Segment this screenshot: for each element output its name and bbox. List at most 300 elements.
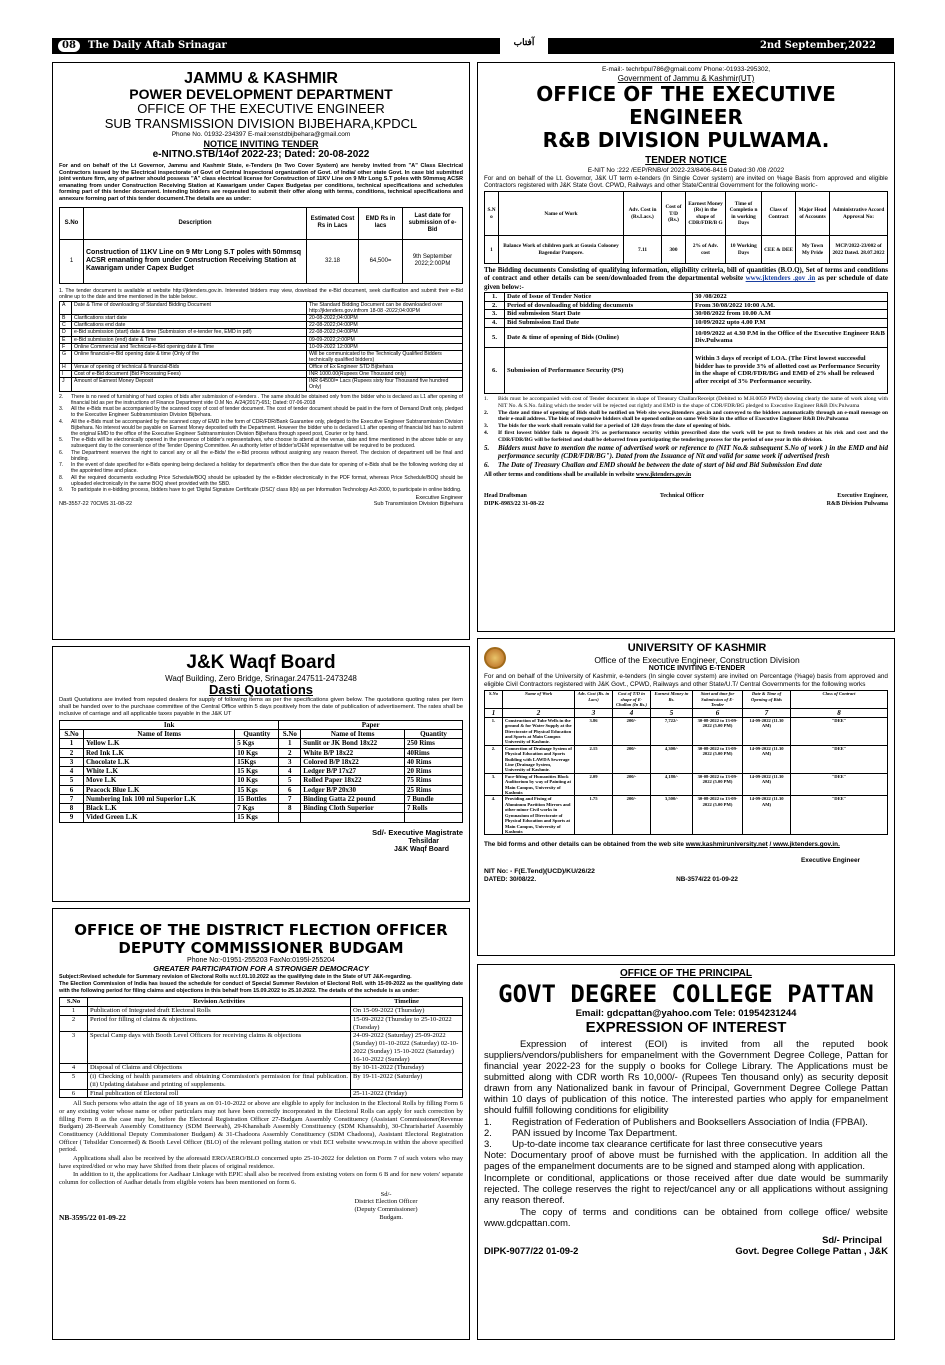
schedule-row — [60, 301, 463, 314]
th: Adv. Cost (Rs. in Lacs) — [575, 691, 613, 708]
td: 10 Working Days — [726, 236, 762, 264]
td: By 19-11-2022 (Saturday) — [351, 1073, 463, 1090]
td: Numbering Ink 100 ml Superior L.K — [84, 794, 235, 803]
td: Clarifications start date — [72, 315, 307, 322]
pdd-notice: NOTICE INVITING TENDER — [203, 138, 319, 149]
pdd-phone: Phone No. 01932-234397 E-mail:xenstdbijbehara@gmail.com — [171, 131, 351, 138]
gdc-copy: The copy of terms and conditions can be obtained from college office/ website www.gdcpattan.com. — [484, 1206, 888, 1228]
td: 2.09 — [575, 773, 613, 796]
rnb-govt: Government of Jammu & Kashmir(UT) — [617, 73, 755, 83]
table-row — [60, 1006, 463, 1015]
newspaper-name: The Daily Aftab Srinagar — [87, 40, 227, 52]
schedule-row — [60, 350, 463, 363]
td: 7 — [279, 794, 301, 803]
rnb-tender-ad — [477, 62, 895, 632]
term-text: In the event of date specified for e-Bids opening being declared a holiday for department's office then the due date for opening of e-Bids shall be the following working day at the appointed time and place. — [71, 462, 463, 474]
deo-sign-4: Budgam. — [379, 1213, 403, 1221]
td: 3 — [279, 757, 301, 766]
td: 1 — [60, 239, 84, 283]
th: S.No — [485, 691, 503, 708]
schedule-row — [60, 336, 463, 343]
td — [405, 813, 463, 822]
td: 4,180/- — [651, 773, 693, 796]
schedule-row — [60, 322, 463, 329]
td: Cost of e-Bid document (Bid Processing Fees) — [72, 371, 307, 378]
td: 9 — [60, 813, 84, 822]
th: Major Head of Accounts — [796, 192, 830, 236]
term-item — [59, 475, 463, 487]
td: 2.15 — [575, 745, 613, 773]
td: 7 Rolls — [405, 804, 463, 813]
term-item — [484, 423, 888, 430]
deo-ref: NB-3595/22 01-09-22 — [59, 1212, 126, 1222]
td: 14-09-2022 (11.30 AM) — [743, 773, 791, 796]
deo-title-2: DEPUTY COMMISSIONER BUDGAM — [118, 939, 404, 957]
td: Online Commercial and Technical-e-Bid opening date & Time — [72, 343, 307, 350]
td: A — [60, 301, 72, 314]
td: INR 1000.00(Rupees One Thousand only) — [307, 371, 463, 378]
td: 200/- — [613, 745, 651, 773]
pdd-sign-1: Executive Engineer — [415, 495, 463, 501]
term-num: 9. — [59, 487, 64, 493]
td: 14-09-2022 (11.30 AM) — [743, 796, 791, 835]
pdd-title-1: JAMMU & KASHMIR — [184, 70, 338, 87]
td: Peacock Blue L.K — [84, 785, 235, 794]
td: Submission of Performance Security (PS) — [505, 347, 693, 393]
table-row — [60, 794, 463, 803]
td: 30-08-2022 to 13-09-2022 (5.00 PM) — [693, 773, 743, 796]
th: Class of Contract — [762, 192, 796, 236]
table-row — [60, 813, 463, 822]
td: 5 — [60, 1073, 88, 1090]
td: White B/P 18x22 — [301, 748, 405, 757]
td: 3. — [485, 310, 505, 319]
td: Will be communicated to the Technically Qualified Bidders technically qualified bidders) — [307, 350, 463, 363]
university-emblem-icon — [484, 647, 506, 669]
td: Final publication of Electoral roll — [88, 1089, 351, 1098]
gdc-incomplete: Incomplete or conditional, applications or those received after due date would be summarily rejected. The college reserves the right to reject/cancel any or all applications without assigning any reason thereof. — [484, 1172, 888, 1205]
td: Red Ink L.K — [84, 748, 235, 757]
td: Disposal of Claims and Objections — [88, 1064, 351, 1073]
table-row — [485, 796, 888, 835]
term-num: 6. — [484, 461, 490, 470]
table-row — [60, 1089, 463, 1098]
td: 6. — [485, 347, 505, 393]
ku-work-table — [484, 690, 888, 835]
item-num: 2. — [484, 1127, 492, 1138]
td: 10 Kgs — [235, 776, 279, 785]
ku-site-link[interactable]: www.kashmiruniversity.net — [685, 841, 768, 849]
waqf-sign-3: J&K Waqf Board — [394, 845, 449, 853]
pdd-schedule-table — [59, 301, 463, 392]
td: Face-lifting of Humanities Block Auditorium by way of Painting at Main Campus, University of Kashmir. — [503, 773, 575, 796]
td: 15 Kgs — [235, 767, 279, 776]
term-item — [59, 419, 463, 437]
term-item — [484, 396, 888, 409]
gdc-note: Note: Documentary proof of above must be furnished with the application. In addition all the pages of the empanelment documents are to be signed and stamped along with application. — [484, 1149, 888, 1171]
term-text: The Department reserves the right to cancel any or all the e-Bids/ the e-Bid process without assigning any reason thereof. The decision of department will be final and binding. — [71, 449, 463, 462]
td: 3.86 — [575, 717, 613, 745]
column-number: 8 — [791, 708, 888, 717]
item-num: 3. — [484, 1138, 492, 1149]
issue-date: 2nd September,2022 — [759, 40, 876, 51]
td: 2. — [485, 745, 503, 773]
table-row — [60, 739, 463, 748]
td: 2 — [279, 748, 301, 757]
td: Amount of Earnest Money Deposit — [72, 378, 307, 391]
td: 5 — [279, 776, 301, 785]
td: 3,500/- — [651, 796, 693, 835]
td: Ledger B/P 20x30 — [301, 785, 405, 794]
column-number: 1 — [485, 708, 503, 717]
td: Special Camp days with Booth Level Officers for receiving claims & objections — [88, 1032, 351, 1064]
term-item — [59, 487, 463, 493]
td: "DEE" — [791, 745, 888, 773]
table-row — [60, 776, 463, 785]
td: E — [60, 336, 72, 343]
column-number: 4 — [613, 708, 651, 717]
th: Cost of T/D (Rs.) — [662, 192, 686, 236]
td: 8 — [279, 804, 301, 813]
td: 5. — [485, 327, 505, 347]
td: 30-08-2022 to 13-09-2022 (5.00 PM) — [693, 745, 743, 773]
td: 24-09-2022 (Saturday) 25-09-2022 (Sunday) 01-10-2022 (Saturday) 02-10-2022 (Sunday) 15-10-2022 (Saturday) 16-10-2022 (Sunday) — [351, 1032, 463, 1064]
term-num: 6. — [59, 449, 64, 456]
term-num: 5. — [484, 444, 490, 453]
column-number: 2 — [503, 708, 575, 717]
td: 15 Kgs — [235, 785, 279, 794]
rnb-sign-1: Head Draftsman — [484, 493, 527, 500]
waqf-title: J&K Waqf Board — [186, 652, 336, 673]
term-text: To participate in e-bidding process, bidders have to get 'Digital Signature Certificate (DSC)' class II(b) as per Information Technology Act-2000, to participate in online bidding. — [71, 487, 462, 493]
td: CEE & DEE — [762, 236, 796, 264]
schedule-row — [60, 371, 463, 378]
table-row — [60, 748, 463, 757]
td: 2% of Adv. cost — [686, 236, 726, 264]
td: 1. — [485, 717, 503, 745]
table-row — [485, 745, 888, 773]
td: 25-11-2022 (Friday) — [351, 1089, 463, 1098]
td: Move L.K — [84, 776, 235, 785]
deo-sign-1: Sd/- — [380, 1190, 392, 1198]
td: Colored B/P 18x22 — [301, 757, 405, 766]
deo-intro: The Election Commission of India has issued the schedule for conduct of Special Summer Revision of Electoral Roll. with 15-09-2022 as the qualifying date with the following period for filing claims and objections in this behalf from 15.09.2022 to 25.10.2022. The details of the schedule is as under: — [59, 981, 463, 994]
rnb-intro: For and on behalf of the Lt. Governor, J&K UT term e-tenders (In Single Cover system) are invited on %age Basis from approved and eligible Contractors registered with J&K State Govt. CPWD, Railways and other State/Central Government for the following work:- — [484, 174, 888, 189]
td: Publication of Integrated draft Electoral Rolls — [88, 1006, 351, 1015]
td: 30 /08/2022 — [693, 292, 888, 301]
td: 2 — [60, 748, 84, 757]
date-row — [485, 301, 888, 310]
condition-item — [484, 1116, 888, 1127]
rnb-title-1: OFFICE OF THE EXECUTIVE ENGINEER — [536, 82, 836, 130]
term-item — [484, 430, 888, 443]
td: G — [60, 350, 72, 363]
deo-subtitle: GREATER PARTICIPATION FOR A STRONGER DEMOCRACY — [153, 964, 369, 974]
rnb-dates-table — [484, 292, 888, 394]
td: 14-09-2022 (11.30 AM) — [743, 745, 791, 773]
deo-subject: Subject:Revised schedule for Summary revision of Electoral Rolls w.r.f.01.10.2022 as the qualifying date in the State of UT J&K-regarding. — [59, 974, 412, 981]
schedule-row — [60, 378, 463, 391]
td: 14-09-2022 (11.30 AM) — [743, 717, 791, 745]
term-num: 2. — [484, 409, 489, 416]
term-item — [59, 437, 463, 449]
term-num: 1. — [484, 395, 489, 402]
table-row — [60, 804, 463, 813]
term-text: If first lowest bidder fails to deposit 3% as performance security within prescribed date the work will be put to fresh tenders at his risk and cost and the CDR/FDR/BG will be forfeited and shall be debarred from participating the tendering process for the period of one year in this division. — [498, 430, 888, 444]
masthead-logo: آفتاب — [500, 38, 548, 54]
td — [301, 813, 405, 822]
condition-item — [484, 1127, 888, 1138]
td: Binding Cloth Superior — [301, 804, 405, 813]
gdc-email: Email: gdcpattan@yahoo.com Tele: 01954231244 — [575, 1007, 797, 1019]
column-number: 5 — [651, 708, 693, 717]
th: Earnest Money (Rs) in the shape of CDR/FDR/B G — [686, 192, 726, 236]
pdd-note-1: 1. The tender document is available at website http://jktenders.gov.in. Interested bidders may view, download the e-Bid document, seek clarification and submit their e-Bid online up to the date and time mentioned in the table below:. — [59, 287, 463, 300]
td: 7 Bundle — [405, 794, 463, 803]
td: Bid submission Start Date — [505, 310, 693, 319]
td: 200/- — [613, 717, 651, 745]
td: INR 64500/= Lacs (Rupees sixty four Thousand five hundred Only) — [307, 378, 463, 391]
td: Ledger B/P 17x27 — [301, 767, 405, 776]
th: Revision Activities — [88, 998, 351, 1007]
deo-budgam-ad — [52, 908, 470, 1340]
td: 300 — [662, 236, 686, 264]
td: 15Kgs — [235, 757, 279, 766]
th: Estimated Cost Rs in Lacs — [307, 207, 359, 239]
td: Connection of Drainage System of Physical Education and Sports Building with LAWDA Sewerage Line (Drainage System, University of Kashmir. — [503, 745, 575, 773]
ku-notice: NOTICE INVITING E-TENDER — [648, 664, 746, 672]
td: 8 — [60, 804, 84, 813]
rnb-sign-2: Technical Officer — [659, 493, 705, 500]
term-item — [59, 450, 463, 462]
td: 7,722/- — [651, 717, 693, 745]
td: 1. — [485, 292, 505, 301]
schedule-row — [60, 329, 463, 336]
th: S.No — [279, 730, 301, 739]
term-text: The e-Bids will be electronically opened in the presence of bidder's representatives, who choose to attend at the venue, date and time mentioned in the above table or any subsequent day to the convenience of the Tender Opening Committee. An authority letter of bidder's/OEM representative will be required to be produced. — [71, 437, 463, 449]
td: Bid Submission End Date — [505, 319, 693, 328]
pdd-sign-2: Sub Transmission Division Bijbehara — [373, 501, 463, 508]
gdc-ref: DIPK-9077/22 01-09-2 — [484, 1245, 579, 1257]
td: 4 — [279, 767, 301, 776]
table-row — [60, 1064, 463, 1073]
td: 2. — [485, 301, 505, 310]
td: Construction of 11KV Line on 9 Mtr Long S.T poles with 50mmsq ACSR emanating from under Construction Receiving Station at Kawarigam under Capex Budget — [84, 239, 307, 283]
th: Quantity — [235, 730, 279, 739]
rnb-email: E-mail:- techrbpul786@gmail.com/ Phone:-01933-295302, — [601, 66, 771, 73]
term-text: There is no need of furnishing of hard copies of bids after submission of e-tenders . The same should be obtained only from the bidder who is declared as L1 after opening of financial bid as per the instructions of Finance Department vide O.M No. A/24(2017)-651; Dated: 07-06-2018 — [71, 393, 463, 406]
td: 20 Rims — [405, 767, 463, 776]
page-number: 08 — [58, 40, 80, 52]
td: Within 3 days of receipt of LOA. (The First lowest successful bidder has to provide 3% of allotted cost as Performance Security in the shape of CDR/FDR/BG and EMD of 2% shall be released after receipt of 3% Performance security. — [693, 347, 888, 393]
td: 10-09-2022 12:00PM — [307, 343, 463, 350]
td: 15 Kgs — [235, 813, 279, 822]
table-row — [60, 785, 463, 794]
td: Period for filling of claims & objections. — [88, 1015, 351, 1032]
td: 4,300/- — [651, 745, 693, 773]
td: 40 Rims — [405, 757, 463, 766]
th: Start and time for Submission of E-Tender — [693, 691, 743, 708]
th: S.No — [60, 730, 84, 739]
condition-item — [484, 1138, 888, 1149]
th: Name of Items — [301, 730, 405, 739]
rnb-terms — [484, 396, 888, 469]
waqf-intro: Dasti Quotations are invited from reputed dealers for supply of following items as per the specifications given below. The quotations quoting rates per item shall be handed over to the purchase committee of the Central Office within 5 days positively from the date of publication of advertisement. The rates shall be inclusive of carriage and all applicable taxes payable in the J&K UT — [59, 697, 463, 718]
column-number: 6 — [693, 708, 743, 717]
ku-office: Office of the Executive Engineer, Construction Division — [594, 654, 800, 665]
pdd-title-2: POWER DEVELOPMENT DEPARTMENT — [129, 86, 393, 102]
pdd-ref: NB-3557-22 70CMS 31-08-22 — [59, 501, 133, 508]
th: Last date for submission of e-Bid — [403, 207, 463, 239]
td: 1 — [485, 236, 499, 264]
gdc-title: GOVT DEGREE COLLEGE PATTAN — [498, 979, 874, 1008]
td: Date of Issue of Tender Notice — [505, 292, 693, 301]
td: e-Bid submission (end) date & Time — [72, 336, 307, 343]
td: 10/09/2022 at 4.30 P.M in the Office of the Executive Engineer R&B Div.Pulwama — [693, 327, 888, 347]
ku-dated: DATED: 30/08/22. — [484, 876, 537, 884]
rnb-work-table — [484, 191, 888, 264]
term-item — [59, 462, 463, 474]
td: 32.18 — [307, 239, 359, 283]
pdd-title-3: OFFICE OF THE EXECUTIVE ENGINEER — [137, 101, 385, 116]
waqf-ink-header: Ink — [60, 720, 279, 729]
td: Date & Time of downloading of Standard Bidding Document — [72, 301, 307, 314]
rnb-ref: DIPK-8983/22 31-08-22 — [484, 500, 545, 507]
td: 200/- — [613, 796, 651, 835]
td: Online financial-e-Bid opening date & time (Only of the — [72, 350, 307, 363]
td: B — [60, 315, 72, 322]
td: 64,500= — [359, 239, 403, 283]
td: 10/09/2022 upto 4.00 P.M — [693, 319, 888, 328]
rnb-site-link[interactable]: www.jktenders .gov .in — [745, 274, 816, 283]
rnb-title-2: R&B DIVISION PULWAMA. — [542, 128, 830, 153]
ku-footer: The bid forms and other details can be obtained from the web site www.kashmiruniversity.net / www.jktenders.gov.in. — [484, 841, 840, 849]
item-text: PAN issued by Income Tax Department. — [512, 1127, 678, 1138]
td: 7 Kgs — [235, 804, 279, 813]
td: Rolled Paper 18x22 — [301, 776, 405, 785]
th: Name of Work — [503, 691, 575, 708]
term-item — [484, 410, 888, 423]
td: 5 — [60, 776, 84, 785]
td: 15-09-2022 (Thursday to 25-10-2022 (Tuesday) — [351, 1015, 463, 1032]
column-number: 3 — [575, 708, 613, 717]
td: 25 Rims — [405, 785, 463, 794]
term-text: All the e-Bids must be accompanied by the scanned copy of cost of tender document. The cost of tender document should be paid in the form of Demand Draft only, pledged to the Executive Engineer Subtransmission Division Bijbehara. — [71, 406, 463, 418]
td: 4. — [485, 796, 503, 835]
term-num: 8. — [59, 474, 64, 481]
td: Binding Gatta 22 pound — [301, 794, 405, 803]
pdd-title-4: SUB TRANSMISSION DIVISION BIJBEHARA,KPDCL — [104, 116, 418, 131]
td: 6 — [60, 785, 84, 794]
td: 22-08-2022;04:00PM — [307, 322, 463, 329]
th: Name of Work — [499, 192, 624, 236]
waqf-sign-1: Sd/- Executive Magistrate — [372, 827, 463, 837]
newspaper-header — [52, 38, 894, 54]
item-text: Up-to-date income tax clearance certificate for last three consecutive years — [512, 1138, 823, 1149]
td: 4. — [485, 319, 505, 328]
gdc-conditions — [484, 1116, 888, 1149]
table-row — [60, 1015, 463, 1032]
th: Timeline — [351, 998, 463, 1007]
td: 09-09-2022;2:00PM — [307, 336, 463, 343]
table-row — [60, 767, 463, 776]
deo-phone: Phone No:-01951-255203 FaxNo:0195l-255204 — [187, 957, 335, 964]
td: Clarifications end date — [72, 322, 307, 329]
term-text: The date and time of opening of Bids shall be notified on Web site www.jktenders .gov.in and conveyed to the bidders automatically through an e-mail message on their e-mail address. The bids of responsive bidders shall be opened online on same Web Site in the office of Executive Engineer R&B Div.Pulwama — [498, 409, 888, 423]
ku-nit: NIT No: - F(E.Tend)(UCD)/KU/26/22 — [484, 868, 595, 876]
td: Sunlit or JK Bond 18x22 — [301, 739, 405, 748]
deo-sign-3: (Deputy Commissioner) — [354, 1205, 418, 1213]
td: Construction of Tube Wells in the ground & for Water Supply at the Directorate of Physical Education and Sports at Main Campus University of Kashmir. — [503, 717, 575, 745]
td: 7 — [60, 794, 84, 803]
term-item — [59, 394, 463, 406]
td: 40Rims — [405, 748, 463, 757]
th: Name of Items — [84, 730, 235, 739]
waqf-items-table — [59, 720, 463, 823]
th: S.No — [60, 207, 84, 239]
td: 250 Rims — [405, 739, 463, 748]
term-num: 3. — [59, 406, 64, 412]
td: H — [60, 364, 72, 371]
td: 1.75 — [575, 796, 613, 835]
td: 1 — [60, 739, 84, 748]
th: EMD Rs in lacs — [359, 207, 403, 239]
td: 5 Kgs — [235, 739, 279, 748]
td: 6 — [279, 785, 301, 794]
column-number: 7 — [743, 708, 791, 717]
td: 75 Rims — [405, 776, 463, 785]
rnb-docs-note: The Bidding documents Consisting of qualifying information, eligibility criteria, bill of quantities (B.O.Q), Set of terms and conditions of contract and other details can be seen/downloaded from the departmental website www.jktenders .gov .in as per schedule of date given below:- — [484, 266, 889, 291]
term-text: Bids must be accompanied with cost of Tender document in shape of Treasury Challan/Receipt (Debited to M.H.0059 PWD) showing clearly the name of work along with NIT No. & S.No. failing which the tender will be rejected out rightly and EMD in the shape of CDR/FDR/BG pledged to Executive Engineer R&B Div.Pulwama — [498, 395, 888, 409]
td: Period of downloading of bidding documents — [505, 301, 693, 310]
td: D — [60, 329, 72, 336]
td: C — [60, 322, 72, 329]
td: My Town My Pride — [796, 236, 830, 264]
gdc-office: OFFICE OF THE PRINCIPAL — [619, 968, 753, 979]
waqf-ad — [52, 646, 470, 902]
term-num: 3. — [484, 423, 489, 430]
td: 7.11 — [624, 236, 662, 264]
ku-tender-ad — [477, 638, 895, 956]
td: 6 — [60, 1089, 88, 1098]
date-row — [485, 292, 888, 301]
td: 3 — [60, 757, 84, 766]
th: Adv. Cost in (Rs.Lacs.) — [624, 192, 662, 236]
table-row — [485, 773, 888, 796]
th: Cost of T/D in shape of E-Challan (In Rs.) — [613, 691, 651, 708]
pdd-nit: e-NITNO.STB/14of 2022-23; Dated: 20-08-2022 — [152, 149, 370, 161]
td: 30/08/2022 from 10.00 A.M — [693, 310, 888, 319]
td: 30-08-2022 to 13-09-2022 (5.00 PM) — [693, 796, 743, 835]
term-num: 7. — [59, 462, 64, 468]
td: 1 — [279, 739, 301, 748]
td: 3 — [60, 1032, 88, 1064]
pdd-tender-ad — [52, 62, 470, 640]
deo-sign-2: District Election Officer — [354, 1198, 418, 1206]
item-text: Registration of Federation of Publishers and Booksellers Association of India (FPBAI). — [512, 1116, 868, 1127]
td: 9th September 2022;2:00PM — [403, 239, 463, 283]
ku-ref: NB-3574/22 01-09-22 — [676, 876, 738, 884]
td: F — [60, 343, 72, 350]
td: On 15-09-2022 (Thursday) — [351, 1006, 463, 1015]
table-row — [60, 757, 463, 766]
date-row — [485, 310, 888, 319]
td: 20-08-2022;04:00PM — [307, 315, 463, 322]
schedule-row — [60, 343, 463, 350]
td: Black L.K — [84, 804, 235, 813]
term-item — [484, 444, 888, 461]
th: Administrative Accord Approval No: — [830, 192, 888, 236]
